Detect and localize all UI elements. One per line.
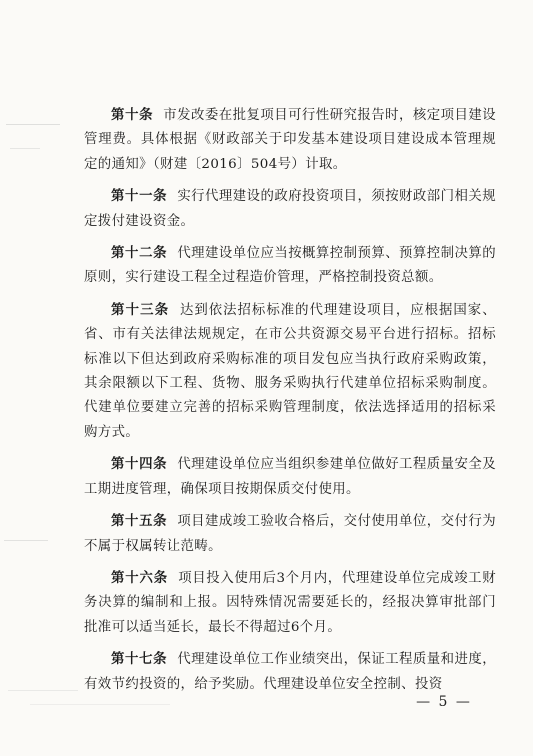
scan-artifact [10, 148, 40, 149]
document-body [84, 104, 496, 705]
article-12 [84, 242, 496, 291]
article-text: 项目建成竣工验收合格后，交付使用单位，交付行为不属于权属转让范畴。 [84, 514, 497, 554]
article-title: 第十二条 [111, 246, 168, 262]
article-10 [84, 104, 496, 177]
scan-artifact [6, 124, 60, 125]
scan-artifact [4, 540, 48, 541]
article-title: 第十四条 [111, 457, 168, 473]
article-16 [84, 567, 496, 640]
article-17 [84, 648, 496, 697]
article-text: 代理建设单位应当组织参建单位做好工程质量安全及工期进度管理，确保项目按期保质交付使用。 [84, 457, 497, 497]
article-11 [84, 185, 496, 234]
article-text: 项目投入使用后3个月内，代理建设单位完成竣工财务决算的编制和上报。因特殊情况需要延长的，经报决算审批部门批准可以适当延长，最长不得超过6个月。 [84, 570, 497, 635]
page-number: — 5 — [416, 694, 472, 710]
article-title: 第十条 [111, 108, 154, 123]
article-14 [84, 453, 496, 502]
article-title: 第十五条 [111, 514, 168, 530]
article-title: 第十六条 [111, 570, 168, 586]
article-13 [84, 299, 496, 445]
scan-artifact [8, 690, 78, 691]
article-text: 代理建设单位应当按概算控制预算、预算控制决算的原则，实行建设工程全过程造价管理，严格控制投资总额。 [84, 246, 497, 286]
article-title: 第十七条 [111, 652, 168, 668]
article-text: 实行代理建设的政府投资项目，须按财政部门相关规定拨付建设资金。 [84, 189, 497, 229]
article-text: 市发改委在批复项目可行性研究报告时，核定项目建设管理费。具体根据《财政部关于印发基本建设项目建设成本管理规定的通知》（财建〔2016〕504号）计取。 [84, 108, 496, 172]
article-title: 第十三条 [111, 302, 170, 318]
article-15 [84, 510, 496, 559]
article-title: 第十一条 [111, 189, 168, 205]
article-text: 达到依法招标标准的代理建设项目，应根据国家、省、市有关法律法规规定，在市公共资源交易平台进行招标。招标标准以下但达到政府采购标准的项目发包应当执行政府采购政策，其余限额以下工程、货物、服务采购执行代建单位招标采购制度。代建单位要建立完善的招标采购管理制度，依法选择适用的招标采购方式。 [84, 302, 496, 440]
article-text: 代理建设单位工作业绩突出，保证工程质量和进度，有效节约投资的，给予奖励。代理建设单位安全控制、投资 [84, 652, 497, 692]
